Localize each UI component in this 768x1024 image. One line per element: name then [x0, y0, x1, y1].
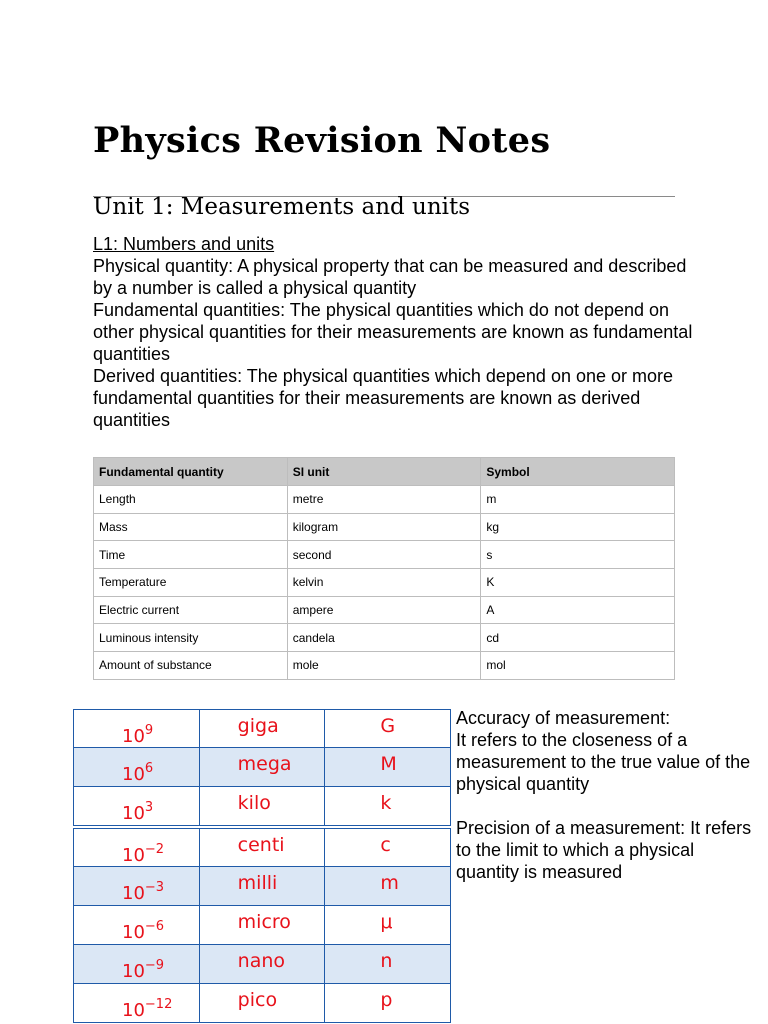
prefix-symbol: G: [380, 715, 396, 737]
quantity-cell: Luminous intensity: [94, 624, 288, 652]
quantity-cell: Electric current: [94, 596, 288, 624]
accuracy-heading: Accuracy of measurement:: [456, 708, 671, 728]
table-row: [94, 652, 675, 680]
quantity-cell: Temperature: [94, 569, 288, 597]
prefix-name: pico: [237, 989, 278, 1011]
prefix-row: [73, 906, 451, 945]
table-row: [94, 596, 675, 624]
prefix-name: centi: [237, 834, 285, 856]
prefix-row: [73, 984, 451, 1023]
unit-cell: kelvin: [287, 569, 481, 597]
unit-cell: second: [287, 541, 481, 569]
prefix-symbol: M: [380, 753, 397, 775]
table-header-row: [94, 458, 675, 486]
prefix-row: [73, 709, 451, 748]
table-row: [94, 513, 675, 541]
prefix-power: $10^{-2}$: [122, 842, 165, 866]
prefix-name: mega: [237, 753, 292, 775]
prefix-power: $10^{-9}$: [122, 958, 165, 982]
spacer: [456, 795, 756, 817]
prefix-row: [73, 828, 451, 867]
unit-cell: mole: [287, 652, 481, 680]
symbol-cell: cd: [481, 624, 675, 652]
symbol-cell: mol: [481, 652, 675, 680]
symbol-cell: A: [481, 596, 675, 624]
symbol-cell: kg: [481, 513, 675, 541]
prefix-name: micro: [237, 911, 291, 933]
unit-cell: metre: [287, 486, 481, 514]
quantity-cell: Mass: [94, 513, 288, 541]
prefix-row: [73, 945, 451, 984]
lesson-heading: L1: Numbers and units: [93, 234, 275, 254]
prefix-symbol: p: [380, 989, 393, 1011]
prefix-name: milli: [237, 872, 278, 894]
symbol-cell: s: [481, 541, 675, 569]
notes-body: [93, 233, 693, 431]
column-header: Fundamental quantity: [94, 458, 288, 486]
prefix-name: giga: [237, 715, 279, 737]
table-row: [94, 486, 675, 514]
prefix-symbol: k: [380, 792, 392, 814]
prefix-power: $10^3$: [122, 800, 154, 824]
prefix-symbol: m: [380, 872, 399, 894]
symbol-cell: K: [481, 569, 675, 597]
prefix-power: $10^9$: [122, 723, 154, 747]
si-prefix-table: [73, 709, 451, 1023]
definition-fundamental-quantities: Fundamental quantities: The physical quantities which do not depend on other physical quantities for their measurements are known as fundamental quantities: [93, 300, 693, 364]
prefix-row: [73, 787, 451, 826]
table-row: [94, 624, 675, 652]
prefix-power: $10^6$: [122, 761, 154, 785]
prefix-symbol: μ: [380, 911, 393, 933]
side-notes: [456, 707, 756, 883]
column-header: Symbol: [481, 458, 675, 486]
definition-derived-quantities: Derived quantities: The physical quantities which depend on one or more fundamental quantities for their measurements are known as derived quantities: [93, 366, 674, 430]
prefix-row: [73, 867, 451, 906]
unit-cell: kilogram: [287, 513, 481, 541]
unit-cell: candela: [287, 624, 481, 652]
table-row: [94, 541, 675, 569]
quantity-cell: Time: [94, 541, 288, 569]
prefix-name: kilo: [237, 792, 271, 814]
prefix-symbol: n: [380, 950, 393, 972]
prefix-symbol: c: [380, 834, 391, 856]
si-units-table: [93, 457, 675, 680]
prefix-name: nano: [237, 950, 286, 972]
quantity-cell: Amount of substance: [94, 652, 288, 680]
precision-definition: Precision of a measurement: It refers to the limit to which a physical quantity is measured: [456, 818, 752, 882]
prefix-row: [73, 748, 451, 787]
prefix-power: $10^{-12}$: [122, 997, 173, 1021]
prefix-power: $10^{-3}$: [122, 880, 165, 904]
prefix-power: $10^{-6}$: [122, 919, 165, 943]
unit-heading: Unit 1: Measurements and units: [93, 194, 471, 220]
accuracy-definition: It refers to the closeness of a measurement to the true value of the physical quantity: [456, 730, 751, 794]
unit-cell: ampere: [287, 596, 481, 624]
page-title: Physics Revision Notes: [93, 120, 551, 161]
column-header: SI unit: [287, 458, 481, 486]
table-row: [94, 569, 675, 597]
quantity-cell: Length: [94, 486, 288, 514]
definition-physical-quantity: Physical quantity: A physical property that can be measured and described by a number is called a physical quantity: [93, 256, 687, 298]
symbol-cell: m: [481, 486, 675, 514]
